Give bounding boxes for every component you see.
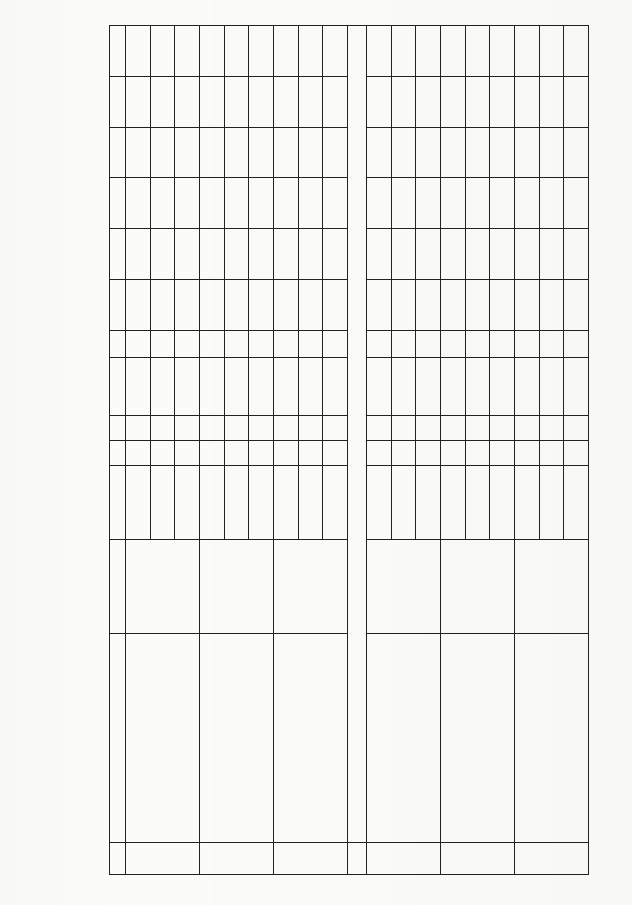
table-cell xyxy=(298,358,323,415)
table-cell xyxy=(224,415,249,440)
table-cell xyxy=(416,415,441,440)
table-cell xyxy=(490,229,515,280)
table-cell xyxy=(199,178,224,229)
table-cell xyxy=(539,441,564,466)
table-cell xyxy=(175,26,200,77)
table-cell xyxy=(249,441,274,466)
row-executor xyxy=(366,540,440,633)
table-cell xyxy=(490,26,515,77)
row-name xyxy=(366,633,440,843)
table-cell xyxy=(465,229,490,280)
table-cell xyxy=(126,280,151,331)
table-cell xyxy=(298,415,323,440)
table-row xyxy=(366,26,391,875)
table-cell xyxy=(440,127,465,178)
table-cell xyxy=(273,229,298,280)
table-cell xyxy=(175,76,200,127)
column-header xyxy=(110,540,126,633)
table-cell xyxy=(440,466,465,540)
table-row xyxy=(199,26,224,875)
table-cell xyxy=(199,127,224,178)
table-cell xyxy=(490,441,515,466)
column-header-row xyxy=(110,26,126,875)
table-cell xyxy=(298,441,323,466)
row-executor xyxy=(126,540,200,633)
table-cell xyxy=(150,280,175,331)
table-cell xyxy=(564,441,589,466)
table-cell xyxy=(273,178,298,229)
table-cell xyxy=(273,280,298,331)
table-cell xyxy=(416,76,441,127)
table-cell xyxy=(126,26,151,77)
table-cell xyxy=(440,358,465,415)
table-cell xyxy=(514,26,539,77)
table-cell xyxy=(539,415,564,440)
table-cell xyxy=(514,330,539,358)
table-cell xyxy=(391,26,416,77)
table-cell xyxy=(150,466,175,540)
table-cell xyxy=(298,330,323,358)
table-cell xyxy=(224,76,249,127)
table-cell xyxy=(224,358,249,415)
table-cell xyxy=(490,415,515,440)
table-cell xyxy=(465,358,490,415)
table-cell xyxy=(465,466,490,540)
table-cell xyxy=(416,358,441,415)
table-cell xyxy=(150,178,175,229)
table-cell xyxy=(366,466,391,540)
table-cell xyxy=(366,415,391,440)
table-cell xyxy=(273,26,298,77)
rotated-page-content xyxy=(85,25,590,875)
table-cell xyxy=(391,441,416,466)
table-cell xyxy=(514,280,539,331)
table-cell xyxy=(366,330,391,358)
table-cell xyxy=(126,358,151,415)
table-cell xyxy=(323,280,348,331)
row-name xyxy=(514,633,588,843)
table-cell xyxy=(150,415,175,440)
table-cell xyxy=(199,358,224,415)
table-cell xyxy=(440,26,465,77)
table-cell xyxy=(323,466,348,540)
table-cell xyxy=(514,127,539,178)
table-cell xyxy=(391,330,416,358)
table-cell xyxy=(514,441,539,466)
table-cell xyxy=(564,178,589,229)
table-cell xyxy=(298,280,323,331)
table-cell xyxy=(249,178,274,229)
table-cell xyxy=(273,441,298,466)
table-cell xyxy=(564,330,589,358)
table-cell xyxy=(440,441,465,466)
column-header xyxy=(110,127,126,178)
column-header xyxy=(110,466,126,540)
table-cell xyxy=(391,178,416,229)
table-cell xyxy=(564,76,589,127)
table-row xyxy=(126,26,151,875)
row-code xyxy=(440,843,514,875)
table-cell xyxy=(490,76,515,127)
table-cell xyxy=(175,441,200,466)
row-name xyxy=(273,633,347,843)
table-cell xyxy=(440,76,465,127)
table-cell xyxy=(323,178,348,229)
table-cell xyxy=(150,127,175,178)
table-cell xyxy=(416,466,441,540)
row-code xyxy=(273,843,347,875)
table-cell xyxy=(366,76,391,127)
table-cell xyxy=(440,280,465,331)
table-cell xyxy=(175,280,200,331)
table-cell xyxy=(323,229,348,280)
row-name xyxy=(199,633,273,843)
table-row xyxy=(273,26,298,875)
table-cell xyxy=(298,466,323,540)
table-cell xyxy=(273,466,298,540)
table-cell xyxy=(126,127,151,178)
table-cell xyxy=(323,330,348,358)
table-cell xyxy=(273,127,298,178)
table-cell xyxy=(366,127,391,178)
table-cell xyxy=(249,26,274,77)
column-header xyxy=(110,633,126,843)
table-cell xyxy=(366,441,391,466)
row-code xyxy=(126,843,200,875)
table-cell xyxy=(465,127,490,178)
table-cell xyxy=(514,415,539,440)
table-cell xyxy=(539,178,564,229)
section-row xyxy=(347,26,366,875)
table-cell xyxy=(564,280,589,331)
table-cell xyxy=(440,229,465,280)
table-cell xyxy=(175,330,200,358)
table-cell xyxy=(273,415,298,440)
table-cell xyxy=(175,358,200,415)
table-cell xyxy=(465,76,490,127)
table-cell xyxy=(391,229,416,280)
table-cell xyxy=(539,280,564,331)
table-cell xyxy=(249,415,274,440)
table-cell xyxy=(465,330,490,358)
page-number xyxy=(85,25,105,875)
table-cell xyxy=(465,415,490,440)
column-header xyxy=(110,441,126,466)
table-cell xyxy=(150,330,175,358)
table-cell xyxy=(298,127,323,178)
table-cell xyxy=(564,358,589,415)
column-header xyxy=(110,26,126,77)
table-cell xyxy=(323,127,348,178)
table-cell xyxy=(539,26,564,77)
table-cell xyxy=(224,280,249,331)
table-cell xyxy=(249,76,274,127)
table-cell xyxy=(416,26,441,77)
table-body xyxy=(110,26,589,875)
table-cell xyxy=(539,330,564,358)
table-cell xyxy=(490,358,515,415)
row-name xyxy=(440,633,514,843)
table-cell xyxy=(150,26,175,77)
table-cell xyxy=(224,330,249,358)
table-cell xyxy=(465,280,490,331)
column-header xyxy=(110,843,126,875)
table-cell xyxy=(564,26,589,77)
table-cell xyxy=(539,229,564,280)
table-cell xyxy=(249,466,274,540)
table-cell xyxy=(224,127,249,178)
table-cell xyxy=(440,178,465,229)
table-cell xyxy=(298,76,323,127)
table-cell xyxy=(323,26,348,77)
table-cell xyxy=(323,358,348,415)
table-cell xyxy=(490,466,515,540)
table-cell xyxy=(490,280,515,331)
column-header xyxy=(110,178,126,229)
section-code xyxy=(347,843,366,875)
table-cell xyxy=(273,330,298,358)
table-cell xyxy=(416,330,441,358)
table-cell xyxy=(564,127,589,178)
table-cell xyxy=(514,466,539,540)
row-executor xyxy=(199,540,273,633)
table-cell xyxy=(514,76,539,127)
table-cell xyxy=(440,415,465,440)
table-cell xyxy=(199,466,224,540)
table-cell xyxy=(249,280,274,331)
table-cell xyxy=(224,229,249,280)
table-cell xyxy=(514,358,539,415)
table-cell xyxy=(298,229,323,280)
budget-table xyxy=(109,25,589,875)
table-cell xyxy=(490,330,515,358)
table-cell xyxy=(416,127,441,178)
table-cell xyxy=(273,358,298,415)
row-executor xyxy=(273,540,347,633)
table-cell xyxy=(126,466,151,540)
table-cell xyxy=(175,415,200,440)
table-cell xyxy=(150,76,175,127)
table-row xyxy=(440,26,465,875)
table-cell xyxy=(224,178,249,229)
section-title xyxy=(347,26,366,843)
table-cell xyxy=(465,26,490,77)
table-cell xyxy=(249,229,274,280)
row-executor xyxy=(440,540,514,633)
table-cell xyxy=(323,76,348,127)
table-cell xyxy=(416,229,441,280)
column-header xyxy=(110,229,126,280)
table-cell xyxy=(199,415,224,440)
column-header xyxy=(110,330,126,358)
table-cell xyxy=(564,229,589,280)
table-cell xyxy=(199,76,224,127)
table-cell xyxy=(150,229,175,280)
table-cell xyxy=(514,178,539,229)
row-code xyxy=(199,843,273,875)
table-cell xyxy=(564,415,589,440)
table-cell xyxy=(539,358,564,415)
table-cell xyxy=(490,127,515,178)
table-cell xyxy=(391,466,416,540)
table-cell xyxy=(465,178,490,229)
table-cell xyxy=(126,415,151,440)
table-cell xyxy=(366,229,391,280)
table-cell xyxy=(490,178,515,229)
row-code xyxy=(514,843,588,875)
table-cell xyxy=(298,26,323,77)
table-cell xyxy=(391,358,416,415)
table-cell xyxy=(465,441,490,466)
column-header xyxy=(110,280,126,331)
table-cell xyxy=(391,76,416,127)
table-cell xyxy=(175,178,200,229)
table-cell xyxy=(366,26,391,77)
table-cell xyxy=(224,26,249,77)
table-cell xyxy=(199,280,224,331)
table-cell xyxy=(391,127,416,178)
table-cell xyxy=(416,178,441,229)
table-cell xyxy=(249,127,274,178)
row-name xyxy=(126,633,200,843)
column-header xyxy=(110,76,126,127)
row-executor xyxy=(514,540,588,633)
column-header xyxy=(110,358,126,415)
table-cell xyxy=(366,280,391,331)
table-cell xyxy=(199,330,224,358)
table-cell xyxy=(199,26,224,77)
table-cell xyxy=(249,330,274,358)
table-cell xyxy=(391,280,416,331)
table-cell xyxy=(539,127,564,178)
table-cell xyxy=(391,415,416,440)
table-cell xyxy=(224,441,249,466)
column-header xyxy=(110,415,126,440)
table-cell xyxy=(273,76,298,127)
table-cell xyxy=(150,358,175,415)
table-cell xyxy=(126,76,151,127)
table-cell xyxy=(323,415,348,440)
table-cell xyxy=(175,229,200,280)
table-cell xyxy=(126,441,151,466)
table-cell xyxy=(539,466,564,540)
table-cell xyxy=(249,358,274,415)
table-cell xyxy=(199,229,224,280)
table-cell xyxy=(175,127,200,178)
table-cell xyxy=(514,229,539,280)
table-cell xyxy=(126,229,151,280)
table-cell xyxy=(366,178,391,229)
table-cell xyxy=(323,441,348,466)
table-cell xyxy=(224,466,249,540)
table-cell xyxy=(175,466,200,540)
table-cell xyxy=(440,330,465,358)
table-cell xyxy=(150,441,175,466)
table-cell xyxy=(298,178,323,229)
row-code xyxy=(366,843,440,875)
table-cell xyxy=(564,466,589,540)
table-row xyxy=(514,26,539,875)
table-cell xyxy=(126,330,151,358)
table-cell xyxy=(126,178,151,229)
table-cell xyxy=(416,280,441,331)
table-cell xyxy=(416,441,441,466)
table-cell xyxy=(199,441,224,466)
table-cell xyxy=(366,358,391,415)
table-cell xyxy=(539,76,564,127)
